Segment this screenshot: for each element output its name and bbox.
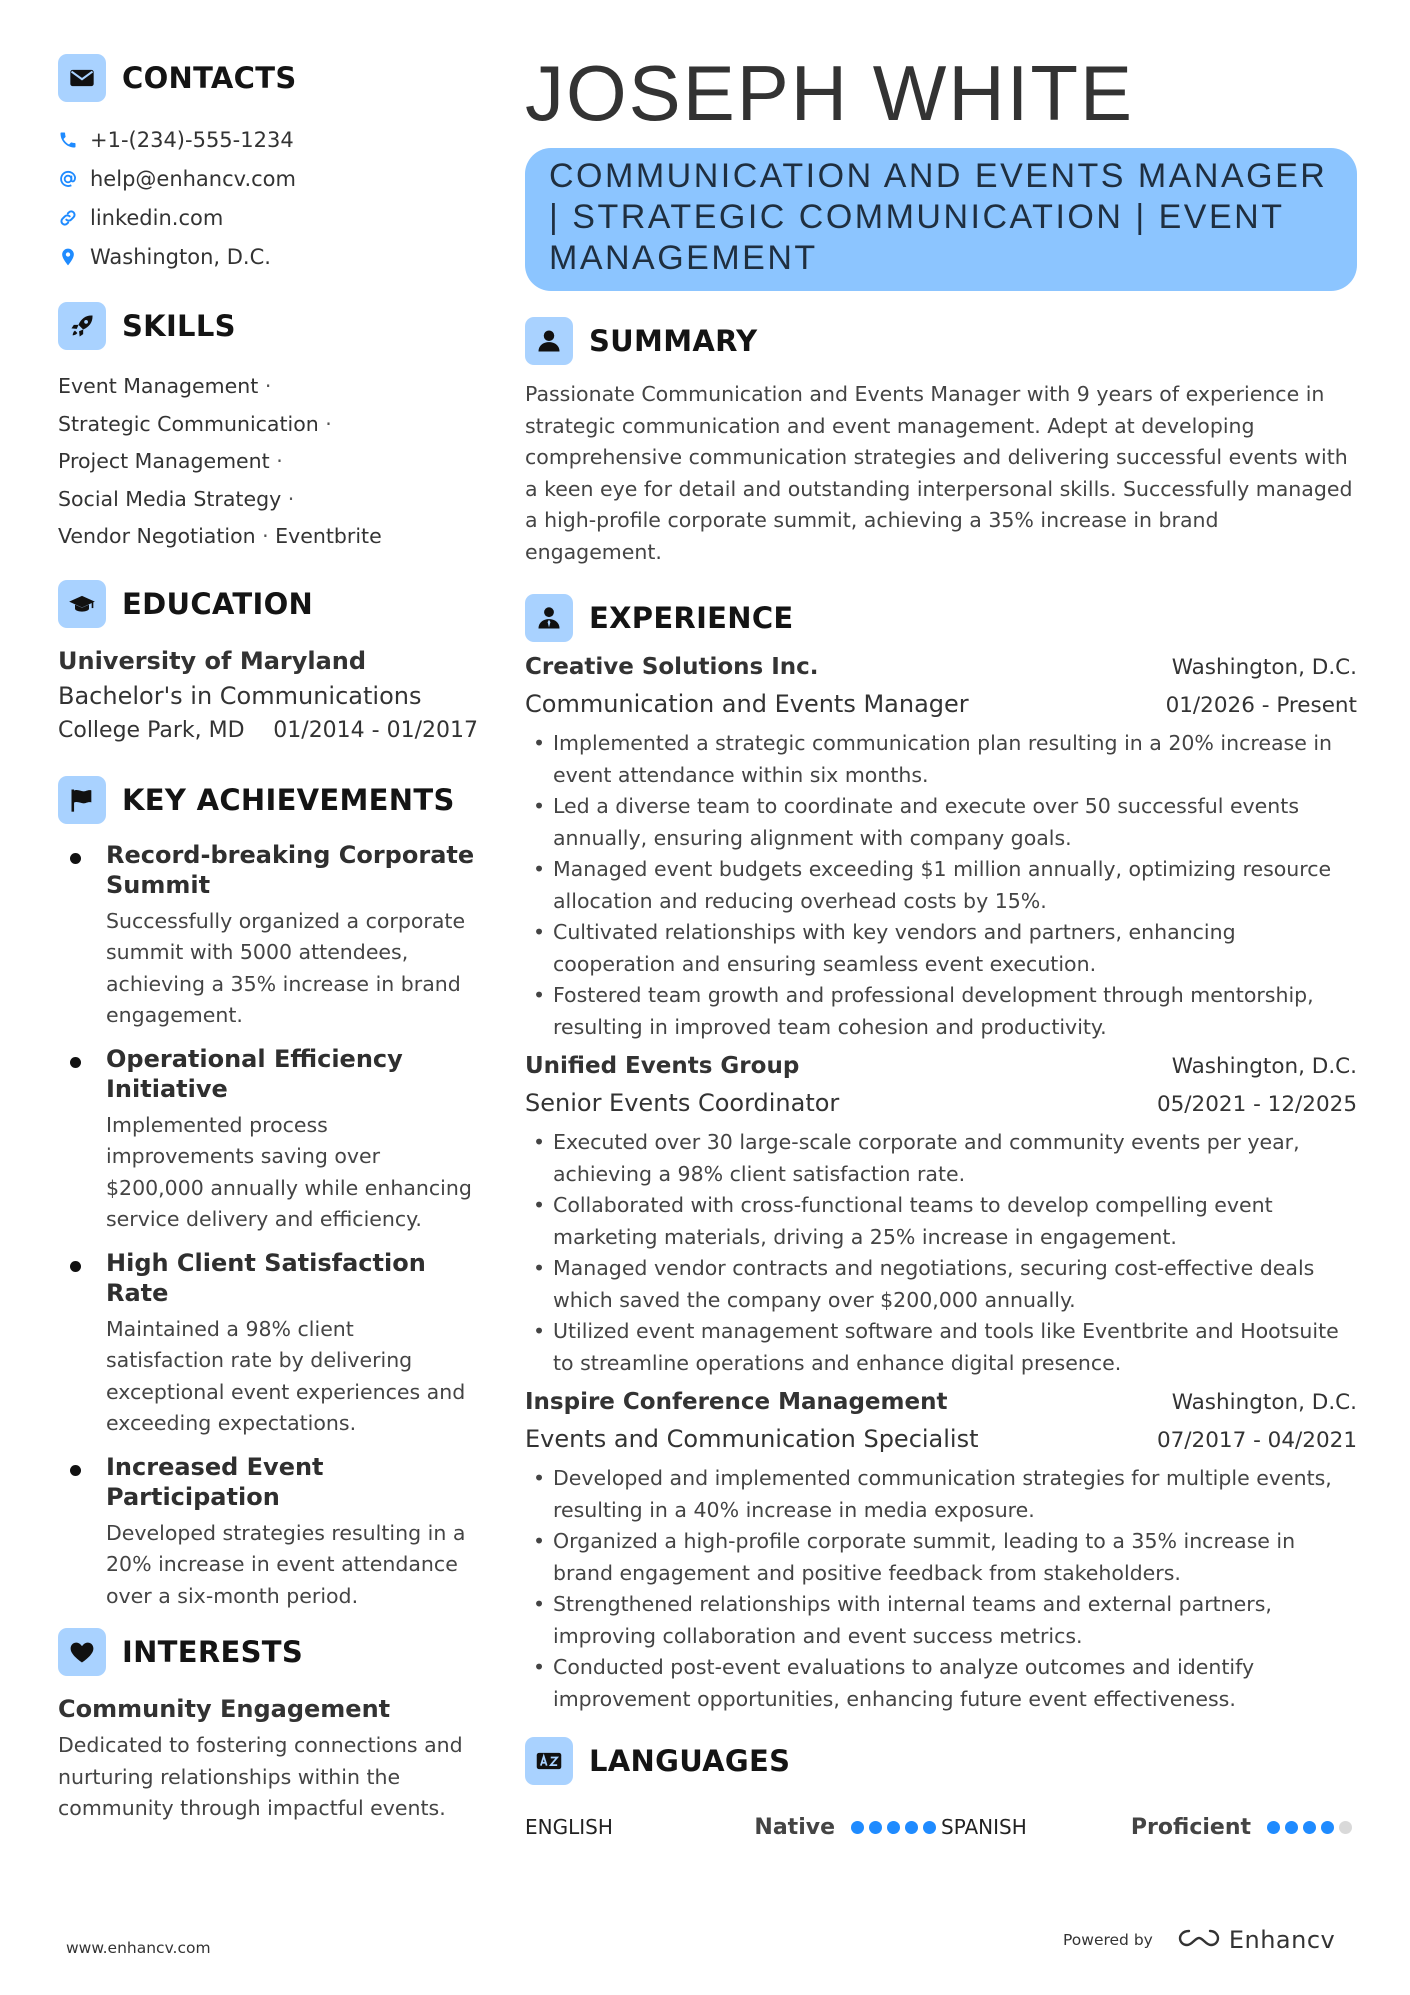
bullet-dot <box>70 1465 81 1476</box>
contact-email-text: help@enhancv.com <box>90 166 296 191</box>
skill-separator: · <box>255 524 276 548</box>
job-bullet: • Utilized event management software and tools like Eventbrite and Hootsuite to streamline operations and enhance digital presence. <box>525 1316 1357 1379</box>
bullet-dot <box>70 1057 81 1068</box>
contacts-title: CONTACTS <box>122 61 297 95</box>
bullet-dot <box>70 1261 81 1272</box>
skill-item: Project Management <box>58 449 270 473</box>
achievements-title: KEY ACHIEVEMENTS <box>122 782 455 817</box>
candidate-name: JOSEPH WHITE <box>525 49 1135 137</box>
achievement-title: High Client Satisfaction Rate <box>106 1248 426 1307</box>
experience-title: EXPERIENCE <box>589 601 794 635</box>
language-name: ENGLISH <box>525 1815 613 1839</box>
flag-icon <box>58 776 106 824</box>
skill-item: Social Media Strategy <box>58 486 282 511</box>
skills-header <box>58 300 478 352</box>
at-icon <box>58 169 78 189</box>
job-bullet: • Cultivated relationships with key vendors and partners, enhancing cooperation and ensuring seamless event execution. <box>525 917 1357 980</box>
education-header <box>58 578 478 630</box>
achievements-section <box>58 774 478 1613</box>
achievement-item <box>58 1248 478 1440</box>
job-entry <box>525 1389 1357 1715</box>
location-pin-icon <box>58 247 78 267</box>
graduation-cap-icon <box>58 580 106 628</box>
footer-branding[interactable] <box>1063 1926 1335 1954</box>
contacts-section <box>58 52 478 276</box>
contact-phone-text: +1-(234)-555-1234 <box>90 127 294 152</box>
phone-icon <box>58 130 78 150</box>
contact-email[interactable] <box>58 159 478 198</box>
envelope-icon <box>58 54 106 102</box>
job-bullet: • Collaborated with cross-functional teams to develop compelling event marketing materials, driving a 25% increase in engagement. <box>525 1190 1357 1253</box>
job-bullet: • Managed event budgets exceeding $1 million annually, optimizing resource allocation and reducing overhead costs by 15%. <box>525 854 1357 917</box>
language-rating <box>1267 1821 1357 1834</box>
education-section <box>58 578 478 748</box>
interests-title: INTERESTS <box>122 1635 304 1669</box>
interest-desc: Dedicated to fostering connections and nurturing relationships within the community through impactful events. <box>58 1733 463 1820</box>
rating-dot-filled <box>869 1821 882 1834</box>
job-bullet: • Managed vendor contracts and negotiations, securing cost-effective deals which saved the company over $200,000 annually. <box>525 1253 1357 1316</box>
link-icon <box>58 208 78 228</box>
job-title-text: COMMUNICATION AND EVENTS MANAGER | STRATEGIC COMMUNICATION | EVENT MANAGEMENT <box>549 157 1328 277</box>
job-bullet: • Implemented a strategic communication plan resulting in a 20% increase in event attendance within six months. <box>525 728 1357 791</box>
achievement-title: Increased Event Participation <box>106 1452 324 1511</box>
education-title: EDUCATION <box>122 586 314 621</box>
job-company: Creative Solutions Inc. <box>525 654 819 680</box>
summary-title: SUMMARY <box>589 324 758 358</box>
education-meta <box>58 714 478 748</box>
job-entry <box>525 654 1357 1043</box>
experience-header <box>525 592 1357 644</box>
skill-line <box>58 368 478 406</box>
job-bullet: • Strengthened relationships with internal teams and external partners, improving collaboration and event success metrics. <box>525 1589 1357 1652</box>
job-role: Communication and Events Manager <box>525 690 969 718</box>
achievement-item <box>58 1044 478 1236</box>
job-dates: 01/2026 - Present <box>1165 693 1357 718</box>
contacts-header <box>58 52 478 104</box>
achievement-title: Operational Efficiency Initiative <box>106 1044 403 1103</box>
rating-dot-filled <box>1321 1821 1334 1834</box>
achievement-title: Record-breaking Corporate Summit <box>106 840 475 899</box>
languages-title: LANGUAGES <box>589 1744 791 1778</box>
interests-section <box>58 1626 478 1825</box>
skill-line <box>58 406 478 444</box>
contact-location <box>58 237 478 276</box>
job-title-banner <box>525 148 1357 291</box>
summary-text: Passionate Communication and Events Manager with 9 years of experience in strategic communication and event management. Adept at developing comprehensive communication strategies and delivering successful events with a keen eye for detail and outstanding interpersonal skills. Successfully managed a high-profile corporate summit, achieving a 35% increase in brand engagement. <box>525 382 1353 564</box>
rating-dot-filled <box>851 1821 864 1834</box>
bullet-dot <box>70 853 81 864</box>
achievement-desc: Implemented process improvements saving over $200,000 annually while enhancing service delivery and efficiency. <box>106 1112 472 1231</box>
education-location: College Park, MD <box>58 717 245 743</box>
brand-name: Enhancv <box>1228 1926 1336 1954</box>
heart-icon <box>58 1628 106 1676</box>
job-dates: 07/2017 - 04/2021 <box>1156 1428 1357 1453</box>
job-location: Washington, D.C. <box>1171 1390 1357 1415</box>
rating-dot-filled <box>1303 1821 1316 1834</box>
languages-header <box>525 1735 1357 1787</box>
person-icon <box>525 317 573 365</box>
achievements-header <box>58 774 478 826</box>
enhancv-logo-icon <box>1177 1927 1221 1953</box>
achievement-item <box>58 840 478 1032</box>
education-dates: 01/2014 - 01/2017 <box>273 717 478 743</box>
businessperson-icon <box>525 594 573 642</box>
languages-section <box>525 1735 1357 1847</box>
translate-icon <box>525 1737 573 1785</box>
education-school: University of Maryland <box>58 646 367 675</box>
job-location: Washington, D.C. <box>1171 655 1357 680</box>
skills-section <box>58 300 478 556</box>
job-company: Inspire Conference Management <box>525 1389 948 1415</box>
interest-title: Community Engagement <box>58 1695 391 1723</box>
contact-location-text: Washington, D.C. <box>90 244 271 269</box>
language-level: Native <box>754 1814 835 1840</box>
contact-phone[interactable] <box>58 120 478 159</box>
skills-title: SKILLS <box>122 309 236 343</box>
right-column <box>525 48 1357 1847</box>
job-bullet: • Led a diverse team to coordinate and execute over 50 successful events annually, ensuring alignment with company goals. <box>525 791 1357 854</box>
job-bullet: • Organized a high-profile corporate summit, leading to a 35% increase in brand engagement and positive feedback from stakeholders. <box>525 1526 1357 1589</box>
job-bullet: • Developed and implemented communication strategies for multiple events, resulting in a 40% increase in media exposure. <box>525 1463 1357 1526</box>
skill-item: Vendor Negotiation <box>58 524 256 548</box>
rating-dot-filled <box>1285 1821 1298 1834</box>
language-name: SPANISH <box>941 1815 1027 1839</box>
rocket-icon <box>58 302 106 350</box>
experience-section <box>525 592 1357 1715</box>
achievement-desc: Developed strategies resulting in a 20% increase in event attendance over a six-month period. <box>106 1520 466 1608</box>
achievement-item <box>58 1452 478 1613</box>
language-level: Proficient <box>1130 1814 1251 1840</box>
summary-header <box>525 315 1357 367</box>
skill-separator: · <box>318 411 332 436</box>
job-bullet: • Fostered team growth and professional development through mentorship, resulting in improved team cohesion and productivity. <box>525 980 1357 1043</box>
job-entry <box>525 1053 1357 1379</box>
footer-website[interactable]: www.enhancv.com <box>66 1939 211 1957</box>
language-rating <box>851 1821 941 1834</box>
achievement-desc: Maintained a 98% client satisfaction rate by delivering exceptional event experiences and exceeding expectations. <box>106 1316 466 1435</box>
skill-line <box>58 481 478 519</box>
contact-linkedin[interactable] <box>58 198 478 237</box>
skill-item: Event Management <box>58 374 259 398</box>
rating-dot-filled <box>923 1821 936 1834</box>
skill-line <box>58 443 478 481</box>
job-dates: 05/2021 - 12/2025 <box>1156 1092 1357 1117</box>
job-bullet: • Conducted post-event evaluations to analyze outcomes and identify improvement opportunities, enhancing future event effectiveness. <box>525 1652 1357 1715</box>
skill-line <box>58 518 478 556</box>
job-location: Washington, D.C. <box>1171 1054 1357 1079</box>
rating-dot-filled <box>905 1821 918 1834</box>
skill-item: Strategic Communication <box>58 411 319 436</box>
education-degree: Bachelor's in Communications <box>58 681 422 710</box>
left-column <box>58 52 478 1825</box>
rating-dot-filled <box>887 1821 900 1834</box>
skill-separator: · <box>258 374 272 398</box>
job-role: Events and Communication Specialist <box>525 1425 979 1453</box>
skill-separator: · <box>281 486 295 511</box>
job-role: Senior Events Coordinator <box>525 1089 840 1117</box>
contact-linkedin-text: linkedin.com <box>90 205 224 230</box>
interests-header <box>58 1626 478 1678</box>
powered-by-text: Powered by <box>1063 1931 1153 1949</box>
summary-section <box>525 315 1357 568</box>
achievement-desc: Successfully organized a corporate summit with 5000 attendees, achieving a 35% increase in brand engagement. <box>106 908 466 1027</box>
skill-separator: · <box>269 449 283 473</box>
language-item <box>941 1815 1357 1840</box>
job-company: Unified Events Group <box>525 1053 800 1079</box>
job-bullet: • Executed over 30 large-scale corporate and community events per year, achieving a 98% client satisfaction rate. <box>525 1127 1357 1190</box>
rating-dot-filled <box>1267 1821 1280 1834</box>
rating-dot-empty <box>1339 1821 1352 1834</box>
skill-item: Eventbrite <box>275 524 382 548</box>
language-item <box>525 1815 941 1840</box>
